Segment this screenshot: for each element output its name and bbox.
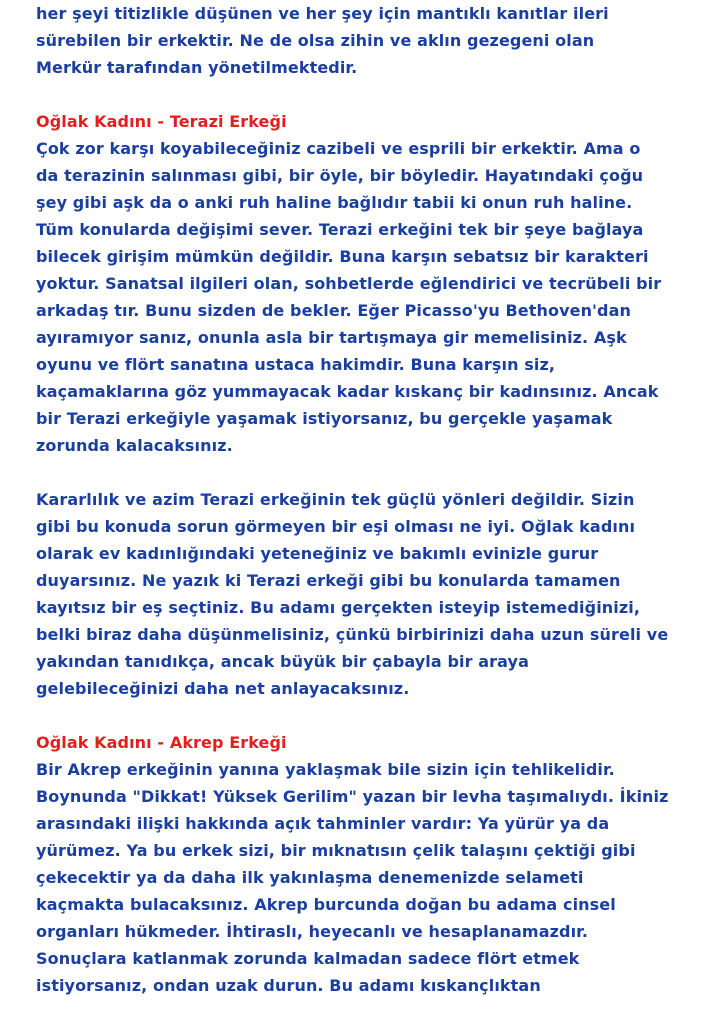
- document-page: [36, 0, 716, 999]
- text-line: Sonuçlara katlanmak zorunda kalmadan sadece flört etmek: [36, 949, 580, 968]
- text-line: şey gibi aşk da o anki ruh haline bağlıdır tabii ki onun ruh haline.: [36, 193, 633, 212]
- text-line: Tüm konularda değişimi sever. Terazi erkeğini tek bir şeye bağlaya: [36, 220, 644, 239]
- scorpio-paragraph-1: [36, 756, 716, 999]
- paragraph-gap: [36, 81, 716, 108]
- text-line: olarak ev kadınlığındaki yeteneğiniz ve bakımlı evinizle gurur: [36, 544, 599, 563]
- intro-paragraph: [36, 0, 716, 81]
- text-line: yürümez. Ya bu erkek sizi, bir mıknatısın çelik talaşını çektiği gibi: [36, 841, 636, 860]
- section-heading-libra: Oğlak Kadını - Terazi Erkeği: [36, 112, 287, 131]
- text-line: gibi bu konuda sorun görmeyen bir eşi olması ne iyi. Oğlak kadını: [36, 517, 636, 536]
- text-line: bilecek girişim mümkün değildir. Buna karşın sebatsız bir karakteri: [36, 247, 649, 266]
- paragraph-gap: [36, 702, 716, 729]
- text-line: belki biraz daha düşünmelisiniz, çünkü birbirinizi daha uzun süreli ve: [36, 625, 669, 644]
- text-line: da terazinin salınması gibi, bir öyle, bir böyledir. Hayatındaki çoğu: [36, 166, 644, 185]
- libra-paragraph-1: [36, 135, 716, 459]
- text-line: zorunda kalacaksınız.: [36, 436, 233, 455]
- text-line: arkadaş tır. Bunu sizden de bekler. Eğer Picasso'yu Bethoven'dan: [36, 301, 632, 320]
- section-heading-scorpio: Oğlak Kadını - Akrep Erkeği: [36, 733, 287, 752]
- text-line: organları hükmeder. İhtiraslı, heyecanlı ve hesaplanamazdır.: [36, 922, 589, 941]
- text-line: ayıramıyor sanız, onunla asla bir tartışmaya gir memelisiniz. Aşk: [36, 328, 627, 347]
- text-line: sürebilen bir erkektir. Ne de olsa zihin ve aklın gezegeni olan: [36, 31, 595, 50]
- text-line: Boynunda "Dikkat! Yüksek Gerilim" yazan bir levha taşımalıydı. İkiniz: [36, 787, 669, 806]
- paragraph-gap: [36, 459, 716, 486]
- text-line: arasındaki ilişki hakkında açık tahminler vardır: Ya yürür ya da: [36, 814, 610, 833]
- text-line: bir Terazi erkeğiyle yaşamak istiyorsanız, bu gerçekle yaşamak: [36, 409, 613, 428]
- text-line: gelebileceğinizi daha net anlayacaksınız.: [36, 679, 410, 698]
- text-line: Merkür tarafından yönetilmektedir.: [36, 58, 358, 77]
- text-line: kaçamaklarına göz yummayacak kadar kıskanç bir kadınsınız. Ancak: [36, 382, 659, 401]
- text-line: kayıtsız bir eş seçtiniz. Bu adamı gerçekten isteyip istemediğinizi,: [36, 598, 641, 617]
- libra-paragraph-2: [36, 486, 716, 702]
- text-line: Çok zor karşı koyabileceğiniz cazibeli ve esprili bir erkektir. Ama o: [36, 139, 641, 158]
- text-line: çekecektir ya da daha ilk yakınlaşma denemenizde selameti: [36, 868, 584, 887]
- text-line: oyunu ve flört sanatına ustaca hakimdir. Buna karşın siz,: [36, 355, 556, 374]
- text-line: her şeyi titizlikle düşünen ve her şey için mantıklı kanıtlar ileri: [36, 4, 609, 23]
- text-line: yoktur. Sanatsal ilgileri olan, sohbetlerde eğlendirici ve tecrübeli bir: [36, 274, 662, 293]
- text-line: yakından tanıdıkça, ancak büyük bir çabayla bir araya: [36, 652, 529, 671]
- text-line: istiyorsanız, ondan uzak durun. Bu adamı kıskançlıktan: [36, 976, 541, 995]
- text-line: kaçmakta bulacaksınız. Akrep burcunda doğan bu adama cinsel: [36, 895, 616, 914]
- text-line: Kararlılık ve azim Terazi erkeğinin tek güçlü yönleri değildir. Sizin: [36, 490, 635, 509]
- text-line: duyarsınız. Ne yazık ki Terazi erkeği gibi bu konularda tamamen: [36, 571, 621, 590]
- text-line: Bir Akrep erkeğinin yanına yaklaşmak bile sizin için tehlikelidir.: [36, 760, 615, 779]
